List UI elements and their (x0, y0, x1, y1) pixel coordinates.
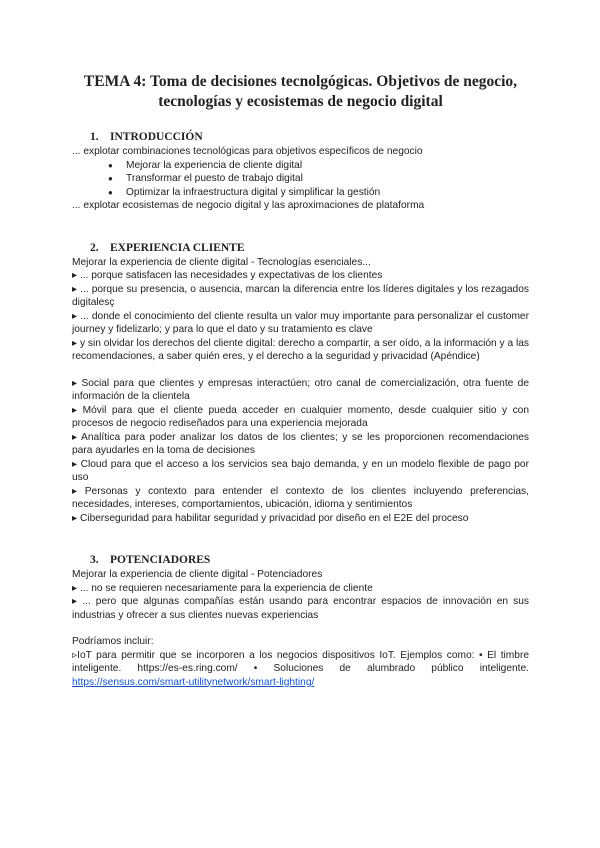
section-number: 1. (90, 131, 99, 143)
list-item: ● Optimizar la infraestructura digital y simplificar la gestión (108, 186, 529, 200)
section-number: 3. (90, 554, 99, 566)
section-title: INTRODUCCIÓN (110, 131, 203, 143)
list-item: ▸ ... donde el conocimiento del cliente resulta un valor muy importante para personalizar el customer journey y fidelizarlo; y para lo que el dato y su tratamiento es clave (72, 310, 529, 335)
list-item: ▸ ... pero que algunas compañías están usando para encontrar espacios de innovación en sus industrias y ofrecer a sus clientes nuevas experiencias (72, 596, 529, 621)
list-item: ▸ y sin olvidar los derechos del cliente digital: derecho a compartir, a ser oído, a la información y a las recomendaciones, a saber quién eres, y el derecho a la seguridad y privacidad (Apéndice) (72, 337, 529, 362)
list-item: ▸ ... porque satisfacen las necesidades y expectativas de los clientes (72, 270, 383, 281)
title-line-2: tecnologías y ecosistemas de negocio digital (158, 93, 443, 110)
podriamos-incluir: Podríamos incluir: (72, 636, 154, 647)
intro-bullet-list (72, 159, 529, 200)
list-item: ▸ Analítica para poder analizar los datos de los clientes; y se les proporcionen recomendaciones para ayudarles en la toma de decisiones (72, 431, 529, 456)
title-line-1: TEMA 4: Toma de decisiones tecnolgógicas. Objetivos de negocio, (83, 73, 518, 90)
section-heading-potenciadores (90, 553, 529, 567)
list-item: ▸ Social para que clientes y empresas interactúen; otro canal de comercialización, otra fuente de información de la clientela (72, 377, 529, 402)
list-item: ▸ Ciberseguridad para habilitar seguridad y privacidad por diseño en el E2E del proceso (72, 512, 469, 524)
iot-text: ▹IoT para permitir que se incorporen a los negocios dispositivos IoT. Ejemplos como: • El timbre inteligente. https://es-es.ring.com/ • Soluciones de alumbrado público inteligente. (72, 649, 529, 674)
list-item: ▸ Personas y contexto para entender el contexto de los clientes incluyendo preferencias, necesidades, intereses, comportamientos, ubicación, idioma y sentimientos (72, 485, 529, 510)
list-item: ▸ ... porque su presencia, o ausencia, marcan la diferencia entre los líderes digitales y los rezagados digitalesç (72, 283, 529, 308)
intro-line-2: ... explotar ecosistemas de negocio digital y las aproximaciones de plataforma (72, 200, 425, 211)
document-title (72, 72, 529, 112)
list-item: ▸ ... no se requieren necesariamente para la experiencia de cliente (72, 582, 373, 594)
intro-line-1: ... explotar combinaciones tecnológicas para objetivos específicos de negocio (72, 146, 423, 157)
potenciadores-intro: Mejorar la experiencia de cliente digital - Potenciadores (72, 569, 323, 580)
iot-paragraph (72, 649, 529, 690)
section-title: POTENCIADORES (110, 554, 211, 566)
section-heading-introduccion (90, 130, 529, 144)
smart-lighting-link[interactable]: https://sensus.com/smart-utilitynetwork/smart-lighting/ (72, 676, 315, 688)
section-heading-experiencia (90, 241, 529, 255)
list-item: ▸ Cloud para que el acceso a los servicios sea bajo demanda, y en un modelo flexible de pago por uso (72, 458, 529, 483)
list-item: ● Transformar el puesto de trabajo digital (108, 172, 529, 186)
experiencia-intro: Mejorar la experiencia de cliente digital - Tecnologías esenciales... (72, 256, 371, 268)
section-number: 2. (90, 241, 99, 254)
section-title: EXPERIENCIA CLIENTE (110, 241, 245, 254)
list-item: ▸ Móvil para que el cliente pueda acceder en cualquier momento, desde cualquier sitio y con procesos de negocio rediseñados para una experiencia mejorada (72, 404, 529, 429)
list-item: ● Mejorar la experiencia de cliente digital (108, 159, 529, 173)
